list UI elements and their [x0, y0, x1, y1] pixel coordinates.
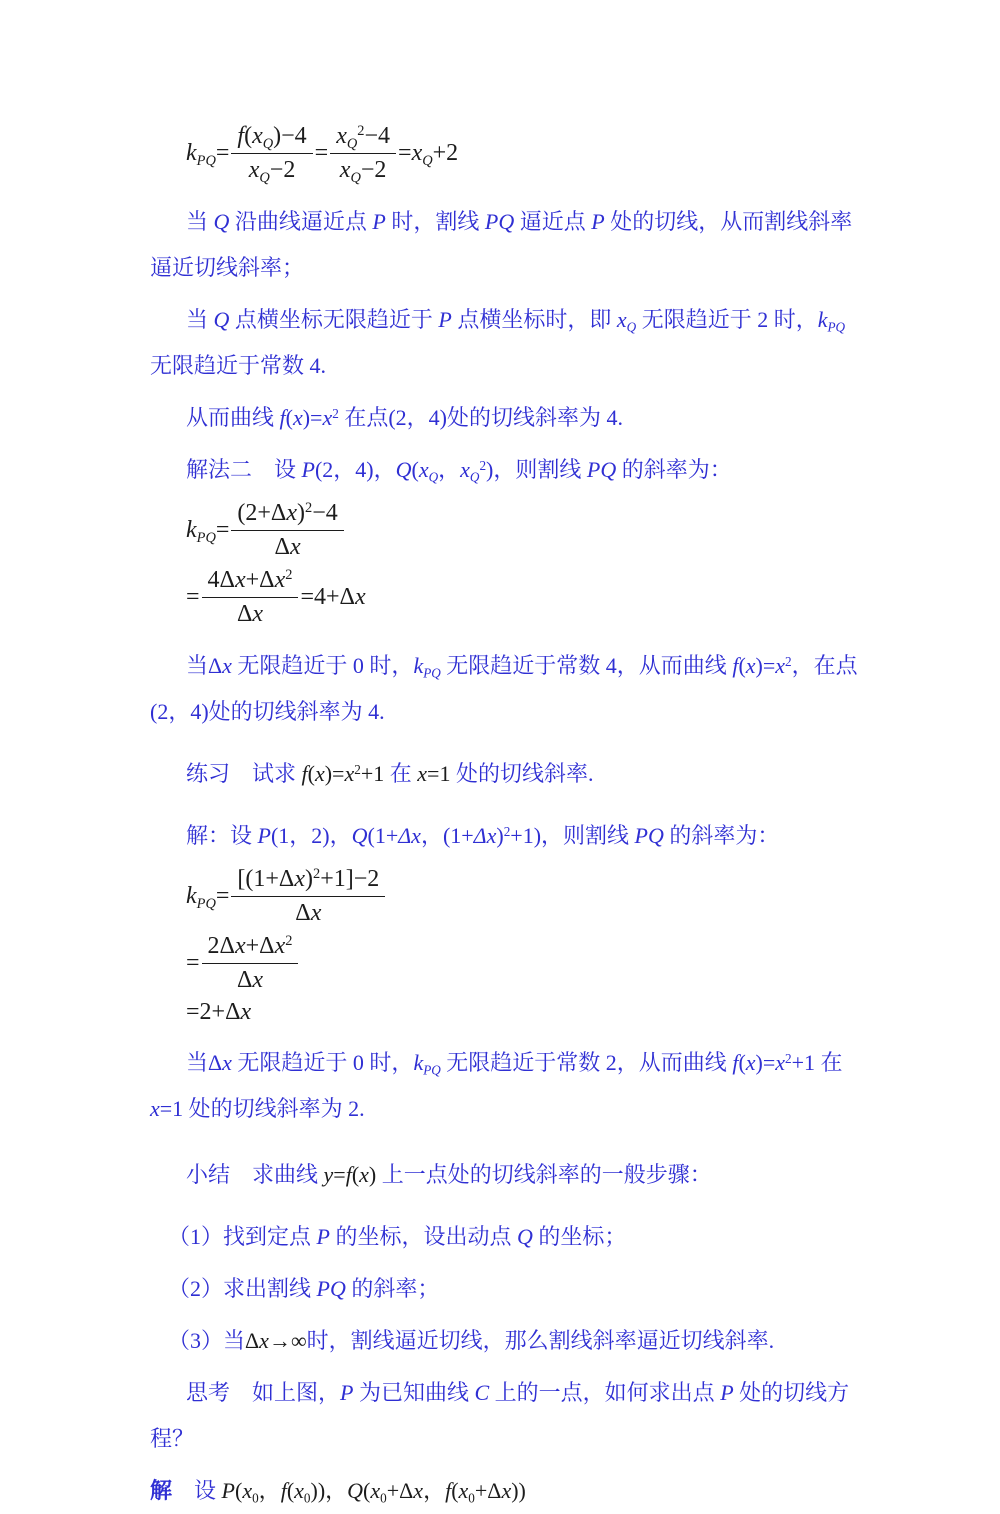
paragraph-conclusion-slope-4: 从而曲线 $f(x)=x^2$ 在点(2，4)处的切线斜率为 4. — [186, 405, 623, 430]
paragraph-secant-approach: 当 Q 沿曲线逼近点 P 时，割线 PQ 逼近点 P 处的切线，从而割线斜率逼近切线斜率； — [150, 209, 853, 280]
formula-row: $k_{PQ}=$ $\frac{f(x_Q)-4}{x_Q-2}$ = $\frac{x_Q^2-4}{x_Q-2}$ $=x_Q+2$ — [186, 123, 459, 187]
paragraph-deltax-limit-4: 当Δx 无限趋近于 0 时，$k_{PQ}$ 无限趋近于常数 4，从而曲线 $f(x)=x^2$，在点(2，4)处的切线斜率为 4. — [150, 653, 858, 724]
summary-step-3: （3）当Δx→∞时，割线逼近切线，那么割线斜率逼近切线斜率. — [168, 1328, 775, 1353]
formula-row: = $\frac{4\Delta x+\Delta x^2}{\Delta x}$ =4+Δx — [186, 567, 366, 627]
solution2-heading-line: 解法二 设 P(2，4)，$Q(x_Q$，$x_Q^2$)，则割线 PQ 的斜率为： — [186, 457, 732, 485]
summary-step-1: （1）找到定点 P 的坐标，设出动点 Q 的坐标； — [168, 1224, 627, 1249]
paragraph-deltax-limit-2: 当Δx 无限趋近于 0 时，$k_{PQ}$ 无限趋近于常数 2，从而曲线 $f(x)=x^2+1$ 在 x=1 处的切线斜率为 2. — [150, 1050, 843, 1121]
formula-row: $k_{PQ}=$ $\frac{(2+\Delta x)^2-4}{\Delta x}$ — [186, 499, 870, 562]
final-solution-line: 解 设 $P(x_0$，$f(x_0)$)，$Q(x_0+\Delta x$，$f(x_0+\Delta x)$) — [150, 1478, 526, 1506]
formula-row: =2+Δx — [186, 999, 252, 1025]
exercise-line: 练习 试求 $f(x)=x^2+1$ 在 x=1 处的切线斜率. — [186, 761, 594, 786]
summary-line: 小结 求曲线 y=f(x) 上一点处的切线斜率的一般步骤： — [186, 1162, 712, 1187]
formula-kpq-solution1 — [186, 122, 870, 185]
formula-kpq-exercise — [186, 865, 870, 1026]
paragraph-limit-constant-4: 当 Q 点横坐标无限趋近于 P 点横坐标时，即 $x_Q$ 无限趋近于 2 时，$k_{PQ}$ 无限趋近于常数 4. — [150, 307, 846, 378]
thinking-line: 思考 如上图，P 为已知曲线 C 上的一点，如何求出点 P 处的切线方程？ — [150, 1380, 850, 1451]
spacer — [150, 1138, 870, 1152]
spacer — [150, 741, 870, 751]
spacer — [150, 1204, 870, 1214]
formula-kpq-solution2 — [186, 499, 870, 629]
formula-row: = $\frac{2\Delta x+\Delta x^2}{\Delta x}$ — [186, 932, 870, 995]
exercise-solution-line: 解：设 P(1，2)，Q(1+Δx，$(1+\Delta x)^2+1$)，则割线 PQ 的斜率为： — [186, 823, 780, 848]
spacer — [150, 803, 870, 813]
summary-step-2: （2）求出割线 PQ 的斜率； — [168, 1276, 440, 1301]
formula-row: $k_{PQ}=$ $\frac{[(1+\Delta x)^2+1]-2}{\Delta x}$ — [186, 865, 870, 928]
